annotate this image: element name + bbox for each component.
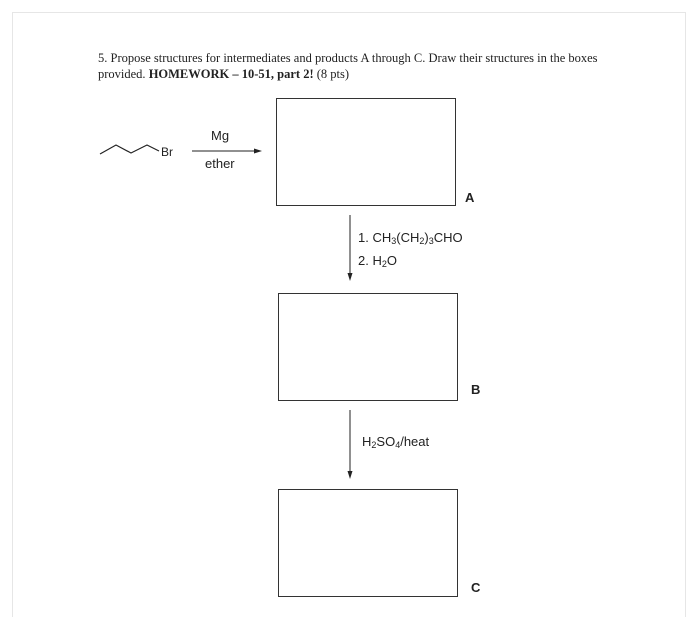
box-c-label: C (471, 580, 481, 595)
reagent-step2-line2: 2. $H_2O$ (358, 253, 397, 269)
box-b-label: B (471, 382, 481, 397)
answer-box-a[interactable] (276, 98, 456, 206)
points-label: (8 pts) (316, 67, 350, 81)
reagent-mg: Mg (211, 128, 230, 143)
box-a-label: A (465, 190, 475, 205)
reagent-ether: ether (205, 156, 235, 171)
arrow-a-to-b (348, 215, 353, 281)
bromo-label: Br (161, 145, 173, 159)
grignard-arrow (192, 149, 262, 154)
question-number: 5. (98, 51, 108, 65)
answer-box-b[interactable] (278, 293, 458, 401)
reagent-step3: $H_2SO_4$/heat (362, 434, 430, 450)
bromobutane-skeleton (100, 145, 159, 154)
arrow-b-to-c (348, 410, 353, 479)
answer-box-c[interactable] (278, 489, 458, 597)
question-prompt: Propose structures for intermediates and products A through C. Draw their structures in the boxes provided. (98, 51, 598, 81)
homework-label: HOMEWORK – 10-51, part 2! (148, 67, 314, 81)
reagent-step2-line1: 1. $CH_3(CH_2)_3CHO$ (358, 230, 463, 246)
